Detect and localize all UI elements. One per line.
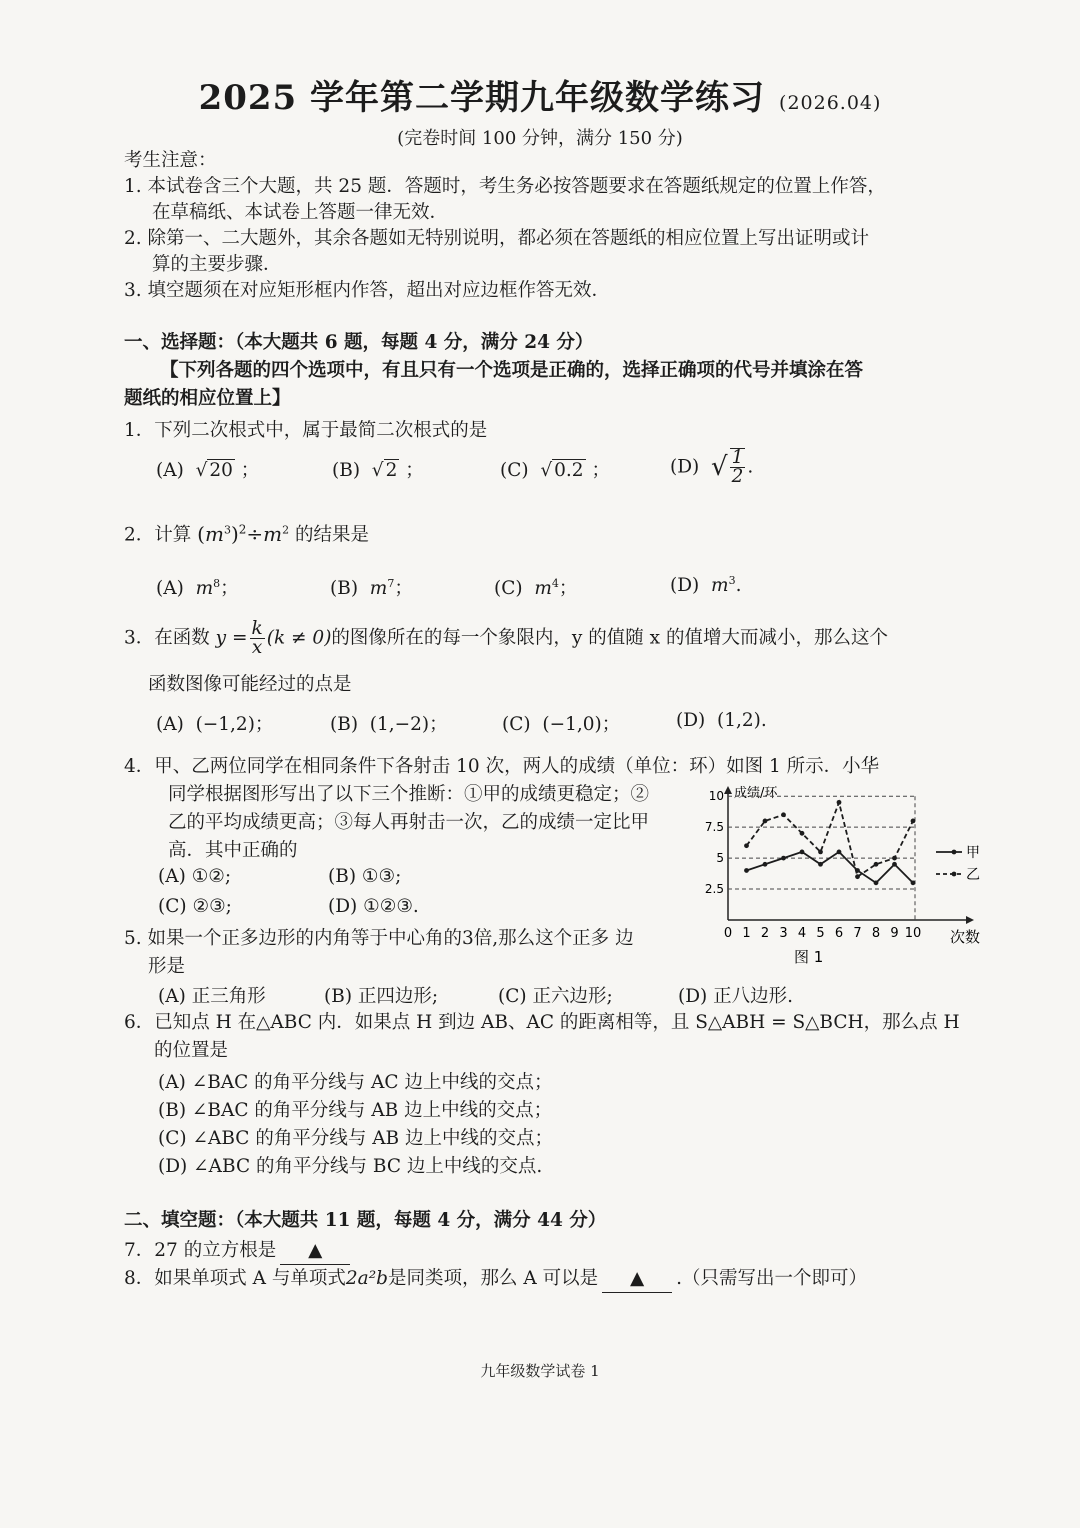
sqrt-expr: √ 2 bbox=[371, 460, 398, 481]
q1-option-a bbox=[156, 456, 259, 482]
data-point bbox=[911, 880, 916, 885]
func-condition: (k ≠ 0) bbox=[266, 627, 332, 649]
option-label: (A) bbox=[158, 866, 186, 887]
y-tick-label: 10 bbox=[708, 789, 724, 804]
option-label: (D) bbox=[678, 986, 708, 1007]
option-end: ； bbox=[240, 460, 260, 481]
q3-option-c bbox=[502, 710, 620, 736]
q5-stem-cont: 形是 bbox=[148, 956, 186, 977]
q4-option-b bbox=[328, 866, 401, 887]
power-base: m bbox=[534, 578, 552, 599]
option-text: 正四边形; bbox=[357, 986, 439, 1007]
data-point bbox=[781, 856, 786, 861]
sqrt-expr: √ 20 bbox=[195, 460, 233, 481]
q6-option-a bbox=[158, 1068, 552, 1094]
expr-m2-exp: 2 bbox=[282, 523, 290, 536]
notice-item-1 bbox=[124, 174, 886, 200]
data-point bbox=[800, 850, 805, 855]
page-footer: 九年级数学试卷 1 bbox=[480, 1362, 600, 1380]
power-base: m bbox=[195, 578, 214, 599]
q2-option-b bbox=[330, 574, 413, 600]
power-exp: 8 bbox=[213, 576, 221, 590]
section1-instruction: 【下列各题的四个选项中，有且只有一个选项是正确的，选择正确项的代号并填涂在答 bbox=[160, 360, 864, 381]
legend-label: 乙 bbox=[966, 867, 980, 883]
y-axis-label: 成绩/环 bbox=[734, 786, 778, 801]
q5-option-d bbox=[678, 982, 793, 1008]
q6-stem: 6．已知点 H 在△ABC 内．如果点 H 到边 AB、AC 的距离相等，且 S△ABH = S△BCH，那么点 H bbox=[124, 1012, 960, 1033]
q7-text: 7．27 的立方根是 bbox=[124, 1240, 277, 1261]
q3-option-a bbox=[156, 710, 273, 736]
q2-option-d bbox=[670, 574, 741, 596]
option-label: (C) bbox=[158, 896, 187, 917]
option-label: (C) bbox=[158, 1128, 187, 1149]
answer-blank: ▲ bbox=[280, 1238, 350, 1265]
option-label: (C) bbox=[494, 578, 523, 599]
option-label: (B) bbox=[328, 866, 357, 887]
x-tick-label: 10 bbox=[904, 926, 922, 941]
title-text: 2025 学年第二学期九年级数学练习 bbox=[198, 78, 766, 118]
option-label: (D) bbox=[676, 710, 706, 731]
notice-item-2-cont: 算的主要步骤． bbox=[152, 254, 282, 275]
power-base: m bbox=[369, 578, 388, 599]
option-end: ； bbox=[558, 578, 578, 599]
section2-heading: 二、填空题：（本大题共 11 题，每题 4 分，满分 44 分） bbox=[124, 1210, 607, 1231]
radicand: 2 bbox=[385, 460, 398, 481]
option-label: (C) bbox=[498, 986, 527, 1007]
q2-stem bbox=[124, 516, 369, 549]
power-exp: 3 bbox=[728, 574, 736, 587]
q5-option-b bbox=[324, 982, 438, 1008]
notice-item-3 bbox=[124, 278, 610, 304]
exam-date: (2026.04) bbox=[779, 92, 882, 114]
chart-grid bbox=[705, 789, 921, 941]
answer-blank: ▲ bbox=[602, 1266, 672, 1293]
notice-num: 1. bbox=[124, 176, 142, 197]
data-point bbox=[874, 862, 879, 867]
x-tick-label: 8 bbox=[871, 926, 881, 941]
fraction-denominator: 2 bbox=[731, 466, 744, 487]
option-text: ①②③. bbox=[363, 896, 419, 917]
q6-option-b bbox=[158, 1096, 552, 1122]
q2-suffix: 的结果是 bbox=[295, 524, 370, 546]
q6-option-d bbox=[158, 1152, 542, 1178]
option-label: (B) bbox=[330, 714, 359, 735]
option-end: ； bbox=[591, 460, 610, 481]
q3-suffix: 的图像所在的每一个象限内，y 的值随 x 的值增大而减小，那么这个 bbox=[331, 627, 888, 649]
q3-option-d bbox=[676, 710, 767, 731]
option-text: ②③; bbox=[192, 896, 232, 917]
data-point bbox=[763, 862, 768, 867]
option-end: . bbox=[747, 456, 754, 478]
option-label: (B) bbox=[324, 986, 353, 1007]
notice-text: 除第一、二大题外，其余各题如无特别说明，都必须在答题纸的相应位置上写出证明或计 bbox=[147, 228, 870, 249]
option-text: 正八边形. bbox=[713, 986, 794, 1007]
expr-inner-exp: 3 bbox=[223, 523, 231, 536]
q5-option-c bbox=[498, 982, 613, 1008]
section1-heading: 一、选择题：（本大题共 6 题，每题 4 分，满分 24 分） bbox=[124, 332, 594, 353]
notice-text: 填空题须在对应矩形框内作答，超出对应边框作答无效． bbox=[147, 280, 611, 301]
data-point bbox=[763, 819, 768, 824]
series-line-2 bbox=[747, 802, 914, 876]
x-axis-label: 次数 bbox=[950, 928, 981, 946]
option-end: ； bbox=[405, 460, 424, 481]
x-tick-label: 5 bbox=[816, 926, 825, 941]
q4-stem-line3: 乙的平均成绩更高；③每人再射击一次，乙的成绩一定比甲 bbox=[168, 812, 650, 833]
q6-option-c bbox=[158, 1124, 553, 1150]
option-label: (B) bbox=[330, 578, 359, 599]
q2-option-c bbox=[494, 574, 577, 600]
expr-outer-exp: 2 bbox=[238, 522, 247, 536]
y-tick-label: 7.5 bbox=[704, 820, 724, 835]
func-lhs: y = bbox=[215, 627, 248, 649]
option-label: (C) bbox=[502, 714, 531, 735]
notice-heading: 考生注意： bbox=[124, 150, 217, 171]
option-text: (−1,2)； bbox=[195, 714, 274, 735]
x-tick-label: 3 bbox=[779, 926, 788, 941]
data-point bbox=[800, 831, 805, 836]
q2-prefix: 2．计算 bbox=[124, 524, 192, 546]
q3-option-b bbox=[330, 710, 448, 736]
option-text: 正三角形 bbox=[191, 986, 266, 1007]
series-line-1 bbox=[747, 852, 914, 883]
power-exp: 4 bbox=[551, 576, 559, 590]
option-label: (A) bbox=[156, 714, 184, 735]
data-point bbox=[744, 868, 749, 873]
q4-option-a bbox=[158, 866, 231, 887]
option-end: ； bbox=[394, 578, 413, 599]
notice-num: 2. bbox=[124, 228, 142, 249]
option-text: 正六边形; bbox=[532, 986, 613, 1007]
notice-num: 3. bbox=[124, 280, 142, 301]
option-text: ∠ABC 的角平分线与 BC 边上中线的交点. bbox=[193, 1156, 543, 1177]
x-tick-label: 4 bbox=[797, 926, 807, 941]
q1-option-d bbox=[670, 448, 753, 486]
q4-stem-line4: 高．其中正确的 bbox=[168, 840, 298, 861]
radicand: 0.2 bbox=[554, 460, 584, 481]
option-label: (C) bbox=[500, 460, 529, 481]
x-tick-label: 7 bbox=[853, 926, 862, 941]
fraction-numerator: k bbox=[251, 618, 263, 639]
q1-option-b bbox=[332, 456, 424, 482]
option-label: (D) bbox=[328, 896, 358, 917]
y-axis-arrow bbox=[724, 786, 732, 794]
q3-stem-cont: 函数图像可能经过的点是 bbox=[148, 674, 352, 695]
exam-subtitle: (完卷时间 100 分钟，满分 150 分) bbox=[397, 128, 683, 149]
power-base: m bbox=[711, 575, 729, 597]
fraction-numerator: 1 bbox=[731, 447, 744, 468]
data-point bbox=[781, 812, 786, 817]
option-text: (−1,0)； bbox=[542, 714, 621, 735]
y-tick-label: 2.5 bbox=[704, 882, 724, 897]
expr-base: m bbox=[204, 521, 224, 546]
option-text: ∠ABC 的角平分线与 AB 边上中线的交点； bbox=[192, 1128, 554, 1149]
option-end: ； bbox=[220, 578, 239, 599]
q5-option-a bbox=[158, 982, 266, 1008]
chart-series bbox=[744, 800, 915, 885]
q8-stem bbox=[124, 1266, 867, 1293]
data-point bbox=[837, 850, 842, 855]
option-end: . bbox=[735, 575, 742, 597]
q4-stem: 4．甲、乙两位同学在相同条件下各射击 10 次，两人的成绩（单位：环）如图 1 所示．小华 bbox=[124, 756, 880, 777]
option-label: (A) bbox=[158, 1072, 186, 1093]
data-point bbox=[818, 862, 823, 867]
legend-marker bbox=[952, 872, 957, 877]
data-point bbox=[874, 880, 879, 885]
q4-option-d bbox=[328, 896, 419, 917]
option-text: ∠BAC 的角平分线与 AC 边上中线的交点； bbox=[191, 1072, 553, 1093]
x-tick-label: 9 bbox=[890, 926, 899, 941]
q8-suffix: .（只需写出一个即可） bbox=[676, 1268, 867, 1289]
q8-monomial: 2a²b bbox=[345, 1268, 388, 1289]
q2-expression: $(m^3)^2\div m^2$ bbox=[197, 521, 290, 546]
chart-caption: 图 1 bbox=[794, 948, 824, 966]
option-label: (A) bbox=[158, 986, 186, 1007]
q8-middle: 是同类项，那么 A 可以是 bbox=[387, 1268, 599, 1289]
data-point bbox=[855, 874, 860, 879]
q4-stem-line2: 同学根据图形写出了以下三个推断：①甲的成绩更稳定；② bbox=[168, 784, 650, 805]
x-tick-label: 1 bbox=[742, 926, 751, 941]
option-label: (B) bbox=[158, 1100, 187, 1121]
notice-text: 本试卷含三个大题，共 25 题．答题时，考生务必按答题要求在答题纸规定的位置上作答， bbox=[147, 176, 886, 197]
radicand: 20 bbox=[209, 460, 233, 481]
option-text: ①③; bbox=[361, 866, 402, 887]
option-text: (1,−2)； bbox=[369, 714, 448, 735]
option-text: ①②; bbox=[191, 866, 232, 887]
fraction-denominator: x bbox=[251, 637, 263, 658]
option-label: (A) bbox=[156, 578, 184, 599]
chart-legend bbox=[936, 845, 980, 883]
q5-stem: 5. 如果一个正多边形的内角等于中心角的3倍,那么这个正多 边 bbox=[124, 928, 634, 949]
figure-1-chart bbox=[700, 780, 1000, 970]
x-axis-arrow bbox=[966, 916, 974, 924]
expr-div: ÷ bbox=[246, 521, 264, 546]
expr-base-2: m bbox=[263, 521, 283, 546]
sqrt-expr: √ 0.2 bbox=[540, 460, 584, 481]
q3-prefix: 3．在函数 bbox=[124, 627, 210, 649]
option-text: (1,2). bbox=[717, 710, 767, 731]
legend-marker bbox=[952, 850, 957, 855]
option-label: (D) bbox=[670, 456, 700, 478]
sqrt-sign: √ bbox=[711, 452, 728, 482]
q2-option-a bbox=[156, 574, 239, 600]
data-point bbox=[892, 862, 897, 867]
data-point bbox=[818, 850, 823, 855]
y-tick-label: 5 bbox=[716, 851, 724, 866]
q1-option-c bbox=[500, 456, 610, 482]
section1-instruction-cont: 题纸的相应位置上】 bbox=[124, 388, 291, 409]
option-label: (A) bbox=[156, 460, 184, 481]
x-tick-label: 0 bbox=[723, 926, 733, 941]
option-text: ∠BAC 的角平分线与 AB 边上中线的交点； bbox=[191, 1100, 553, 1121]
data-point bbox=[892, 856, 897, 861]
data-point bbox=[744, 843, 749, 848]
power-exp: 7 bbox=[387, 576, 395, 590]
q6-stem-cont: 的位置是 bbox=[154, 1040, 229, 1061]
legend-label: 甲 bbox=[966, 845, 980, 861]
q3-stem bbox=[124, 620, 888, 657]
notice-item-2 bbox=[124, 226, 869, 252]
func-fraction bbox=[250, 620, 265, 657]
sqrt-fraction bbox=[730, 448, 746, 486]
data-point bbox=[911, 819, 916, 824]
option-label: (D) bbox=[158, 1156, 188, 1177]
q8-prefix: 8．如果单项式 A 与单项式 bbox=[124, 1268, 346, 1289]
x-tick-label: 2 bbox=[760, 926, 770, 941]
x-tick-label: 6 bbox=[834, 926, 844, 941]
exam-title bbox=[0, 70, 1080, 119]
q7-stem bbox=[124, 1238, 354, 1265]
notice-item-1-cont: 在草稿纸、本试卷上答题一律无效． bbox=[152, 202, 449, 223]
option-label: (D) bbox=[670, 575, 700, 597]
q4-option-c bbox=[158, 896, 232, 917]
q1-stem: 1．下列二次根式中，属于最简二次根式的是 bbox=[124, 420, 488, 441]
data-point bbox=[837, 800, 842, 805]
option-label: (B) bbox=[332, 460, 361, 481]
